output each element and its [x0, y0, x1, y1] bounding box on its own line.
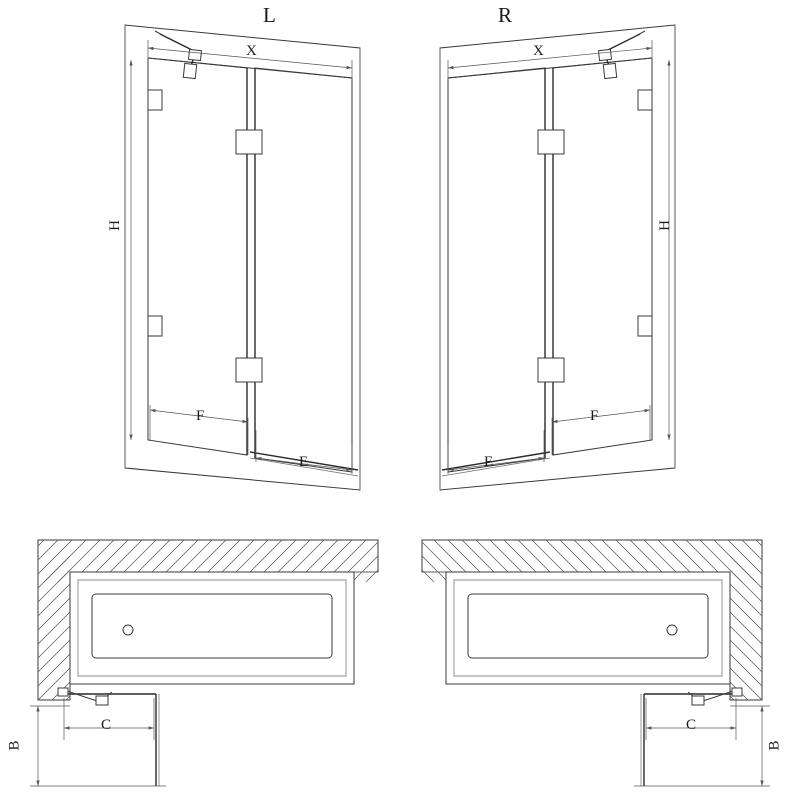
plan-right	[422, 540, 770, 786]
dimension-b-left	[30, 706, 166, 786]
dimension-label-c-left: C	[101, 717, 112, 733]
view-label-right: R	[498, 3, 513, 27]
dimension-label-e-left: E	[299, 454, 309, 470]
elevation-left	[125, 25, 360, 490]
dimension-label-e-right: E	[484, 454, 494, 470]
dimension-e-right	[448, 430, 544, 474]
dimension-label-x-right: X	[533, 43, 544, 59]
plan-left	[30, 540, 378, 786]
dimension-label-h-right: H	[656, 220, 673, 231]
dimension-label-f-right: F	[590, 408, 599, 424]
dimension-label-b-right: B	[766, 740, 783, 751]
dimension-label-h-left: H	[106, 220, 123, 231]
dimension-label-f-left: F	[196, 408, 205, 424]
dimension-label-b-left: B	[6, 740, 23, 751]
elevation-right	[440, 25, 675, 490]
view-label-left: L	[263, 3, 276, 27]
dimension-label-c-right: C	[686, 717, 697, 733]
dimension-x-right	[448, 40, 652, 80]
dimension-b-right	[634, 706, 770, 786]
dimension-label-x-left: X	[246, 43, 257, 59]
